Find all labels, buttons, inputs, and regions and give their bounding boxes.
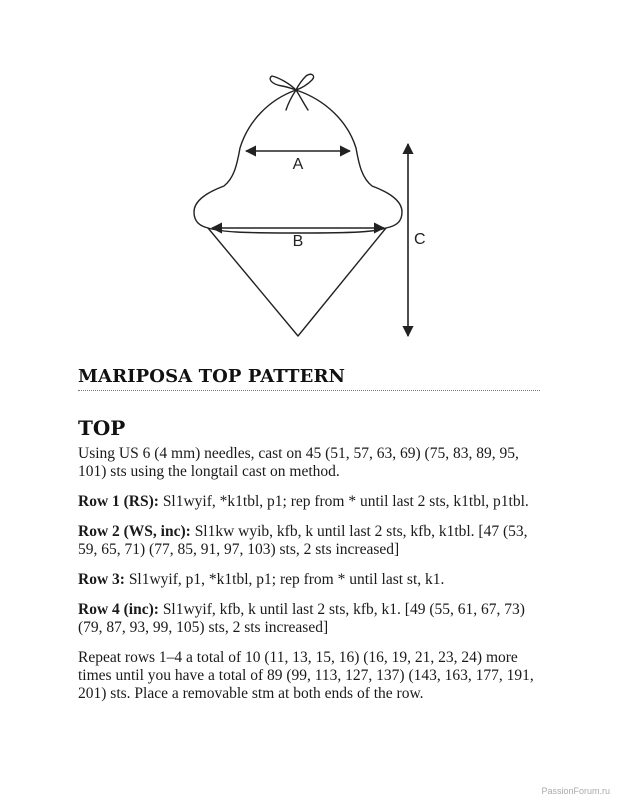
row-text: Sl1wyif, kfb, k until last 2 sts, kfb, k1. [49 (55, 61, 67, 73) (79, 87, 93, 99, 105) sts, 2 sts increased] [78,601,525,636]
row-label: Row 3: [78,571,125,588]
intro-paragraph: Using US 6 (4 mm) needles, cast on 45 (51, 57, 63, 69) (75, 83, 89, 95, 101) sts using the longtail cast on method. [78,445,519,480]
row-text: Sl1kw wyib, kfb, k until last 2 sts, kfb, k1tbl. [47 (53, 59, 65, 71) (77, 85, 91, 97, 103) sts, 2 sts increased] [78,523,528,558]
row-3 [78,571,540,589]
section-heading: TOP [78,416,126,440]
row-text: Sl1wyif, p1, *k1tbl, p1; rep from * until last st, k1. [124,571,445,588]
row-label: Row 4 (inc): [78,601,159,618]
garment-outline [194,90,402,336]
label-c: C [414,231,426,248]
garment-schematic [0,0,618,345]
label-b: B [292,233,304,250]
repeat-paragraph: Repeat rows 1–4 a total of 10 (11, 13, 15, 16) (16, 19, 21, 23, 24) more times until you have a total of 89 (99, 113, 127, 137) (143, 163, 177, 191, 201) sts. Place a removable stm at both ends of the row. [78,649,534,702]
watermark: PassionForum.ru [541,786,610,796]
title-divider [78,390,540,391]
pattern-title: MARIPOSA TOP PATTERN [78,366,346,387]
instructions [78,445,540,715]
row-text: Sl1wyif, *k1tbl, p1; rep from * until last 2 sts, k1tbl, p1tbl. [158,493,529,510]
row-2 [78,523,540,559]
row-1 [78,493,540,511]
row-label: Row 2 (WS, inc): [78,523,191,540]
row-4 [78,601,540,637]
label-a: A [292,156,304,173]
row-label: Row 1 (RS): [78,493,159,510]
